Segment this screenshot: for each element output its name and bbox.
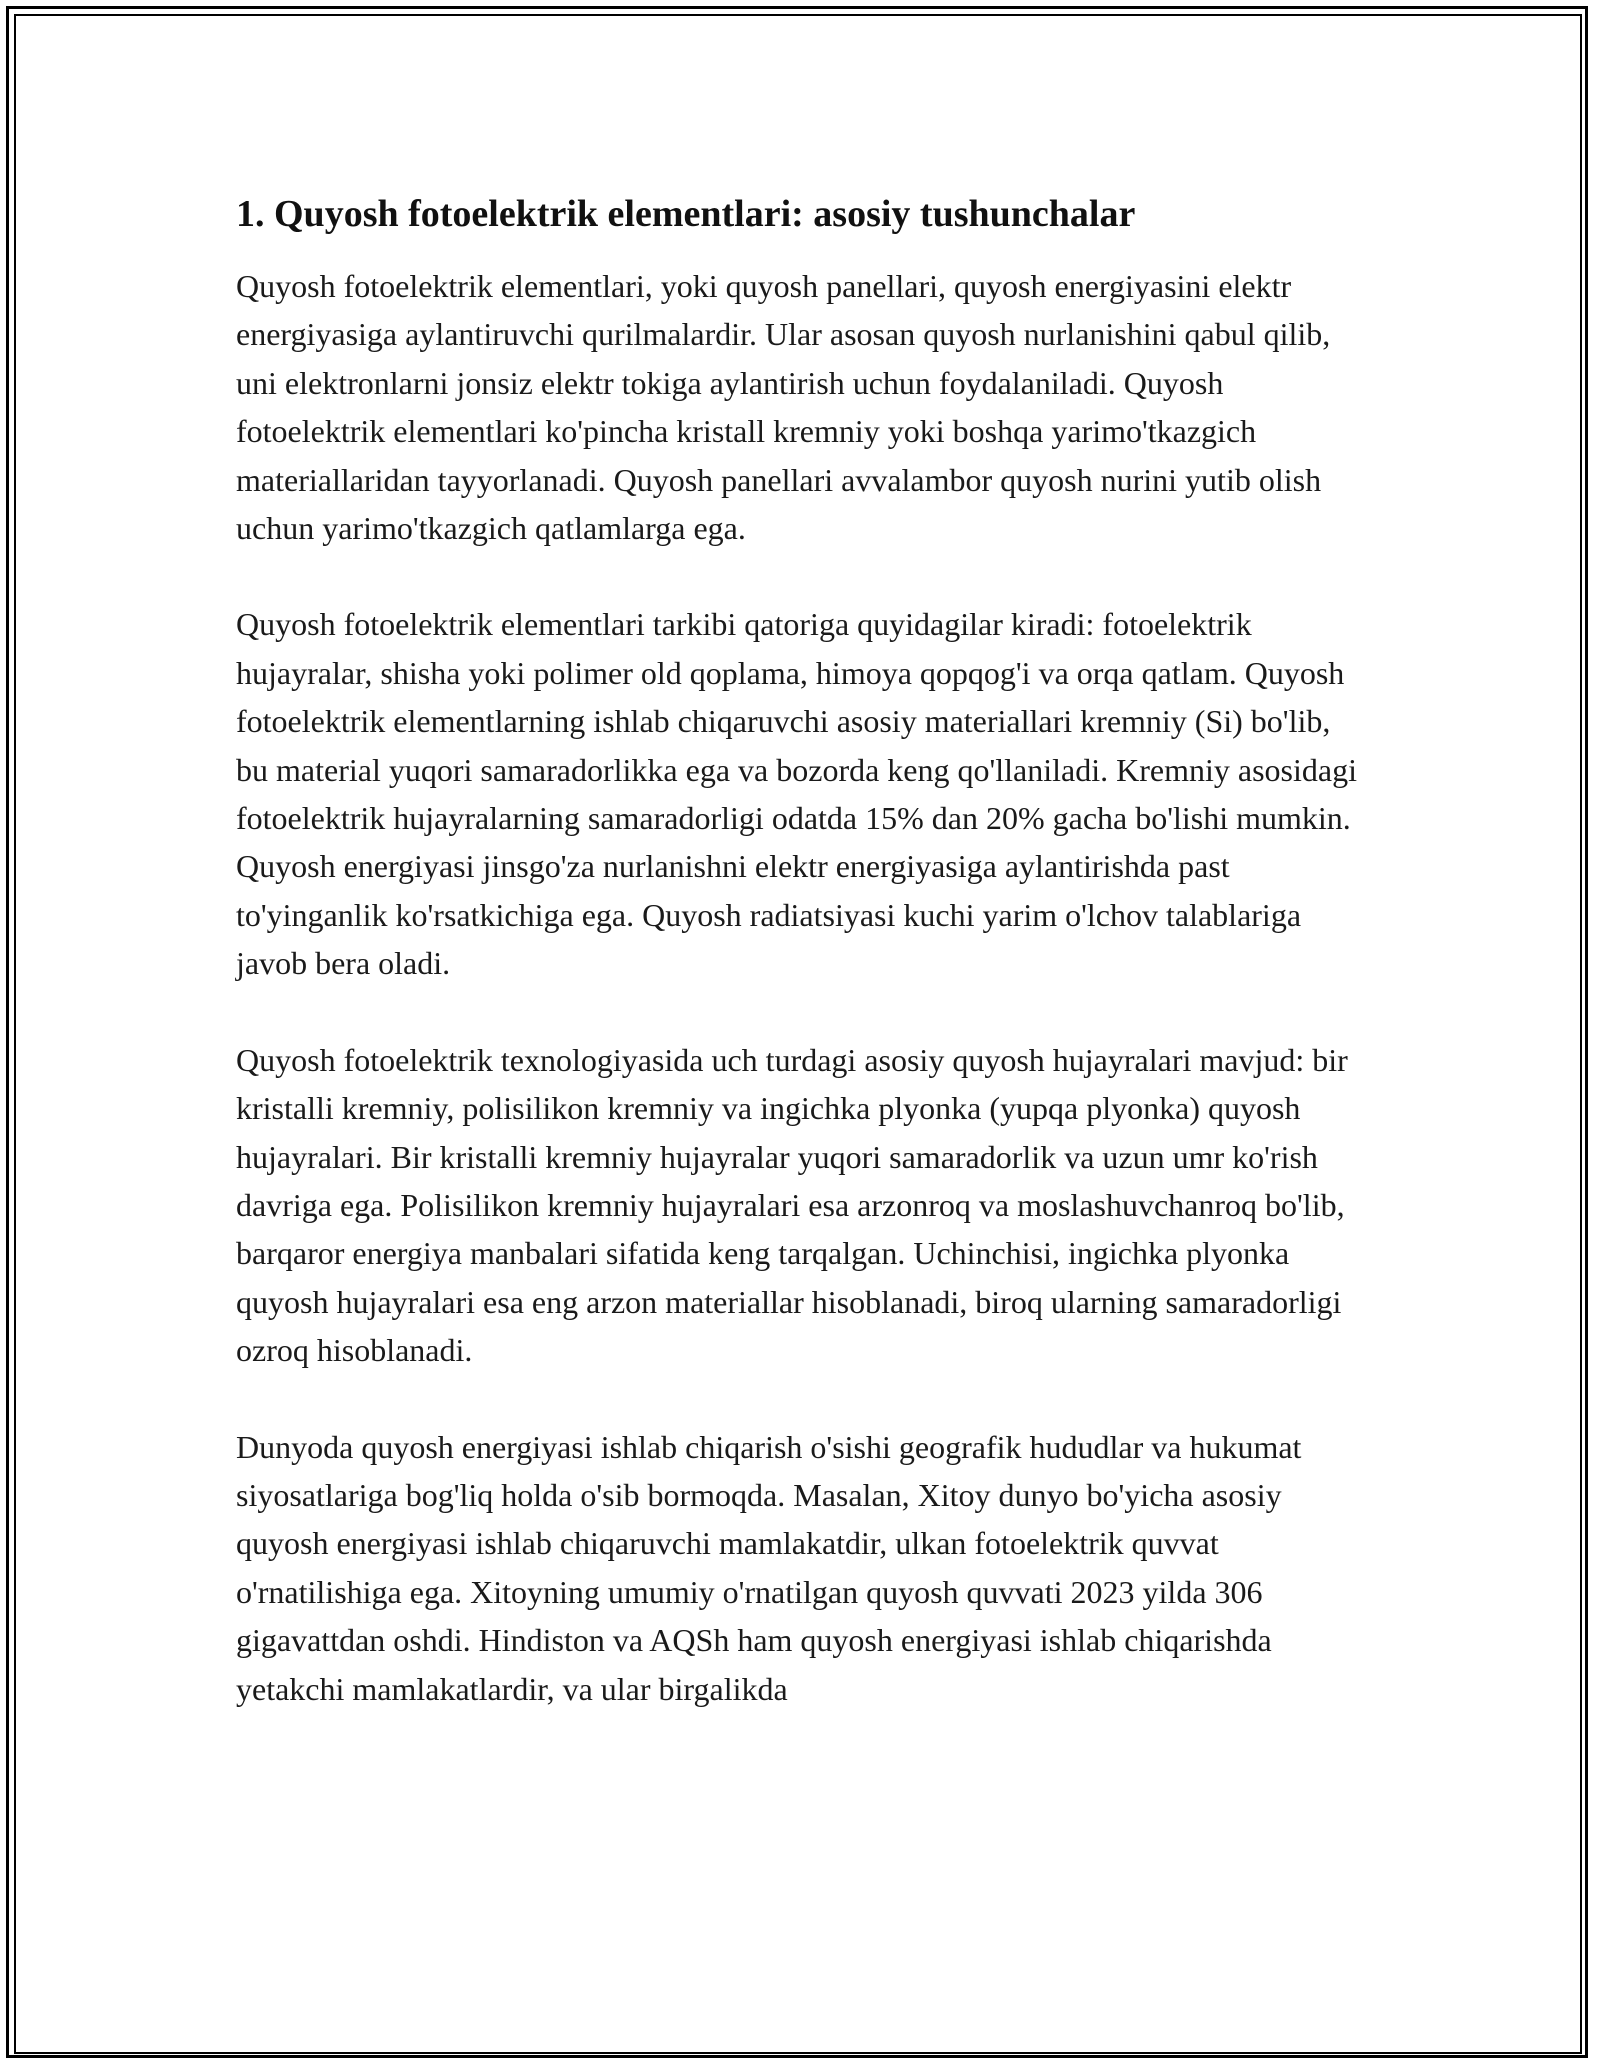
paragraph-2: Quyosh fotoelektrik elementlari tarkibi qatoriga quyidagilar kiradi: fotoelektrik hujayralar, shisha yoki polimer old qoplama, himoya qopqog'i va orqa qatlam. Quyosh fotoelektrik elementlarning ishlab chiqaruvchi asosiy materiallari kremniy (Si) bo'lib, bu material yuqori samaradorlikka ega va bozorda keng qo'llaniladi. Kremniy asosidagi fotoelektrik hujayralarning samaradorligi odatda 15% dan 20% gacha bo'lishi mumkin. Quyosh energiyasi jinsgo'za nurlanishni elektr energiyasiga aylantirishda past to'yinganlik ko'rsatkichiga ega. Quyosh radiatsiyasi kuchi yarim o'lchov talablariga javob bera oladi. xyxy=(236,606,1357,982)
section-heading: 1. Quyosh fotoelektrik elementlari: asosiy tushunchalar xyxy=(236,193,1136,235)
document-body xyxy=(236,186,1366,1761)
paragraph-4: Dunyoda quyosh energiyasi ishlab chiqarish o'sishi geografik hududlar va hukumat siyosatlariga bog'liq holda o'sib bormoqda. Masalan, Xitoy dunyo bo'yicha asosiy quyosh energiyasi ishlab chiqaruvchi mamlakatdir, ulkan fotoelektrik quvvat o'rnatilishiga ega. Xitoyning umumiy o'rnatilgan quyosh quvvati 2023 yilda 306 gigavattdan oshdi. Hindiston va AQSh ham quyosh energiyasi ishlab chiqarishda yetakchi mamlakatlardir, va ular birgalikda xyxy=(236,1428,1302,1707)
paragraph-1: Quyosh fotoelektrik elementlari, yoki quyosh panellari, quyosh energiyasini elektr energiyasiga aylantiruvchi qurilmalardir. Ular asosan quyosh nurlanishini qabul qilib, uni elektronlarni jonsiz elektr tokiga aylantirish uchun foydalaniladi. Quyosh fotoelektrik elementlari ko'pincha kristall kremniy yoki boshqa yarimo'tkazgich materiallaridan tayyorlanadi. Quyosh panellari avvalambor quyosh nurini yutib olish uchun yarimo'tkazgich qatlamlarga ega. xyxy=(236,268,1331,547)
paragraph-3: Quyosh fotoelektrik texnologiyasida uch turdagi asosiy quyosh hujayralari mavjud: bir kristalli kremniy, polisilikon kremniy va ingichka plyonka (yupqa plyonka) quyosh hujayralari. Bir kristalli kremniy hujayralar yuqori samaradorlik va uzun umr ko'rish davriga ega. Polisilikon kremniy hujayralari esa arzonroq va moslashuvchanroq bo'lib, barqaror energiya manbalari sifatida keng tarqalgan. Uchinchisi, ingichka plyonka quyosh hujayralari esa eng arzon materiallar hisoblanadi, biroq ularning samaradorligi ozroq hisoblanadi. xyxy=(236,1041,1348,1369)
